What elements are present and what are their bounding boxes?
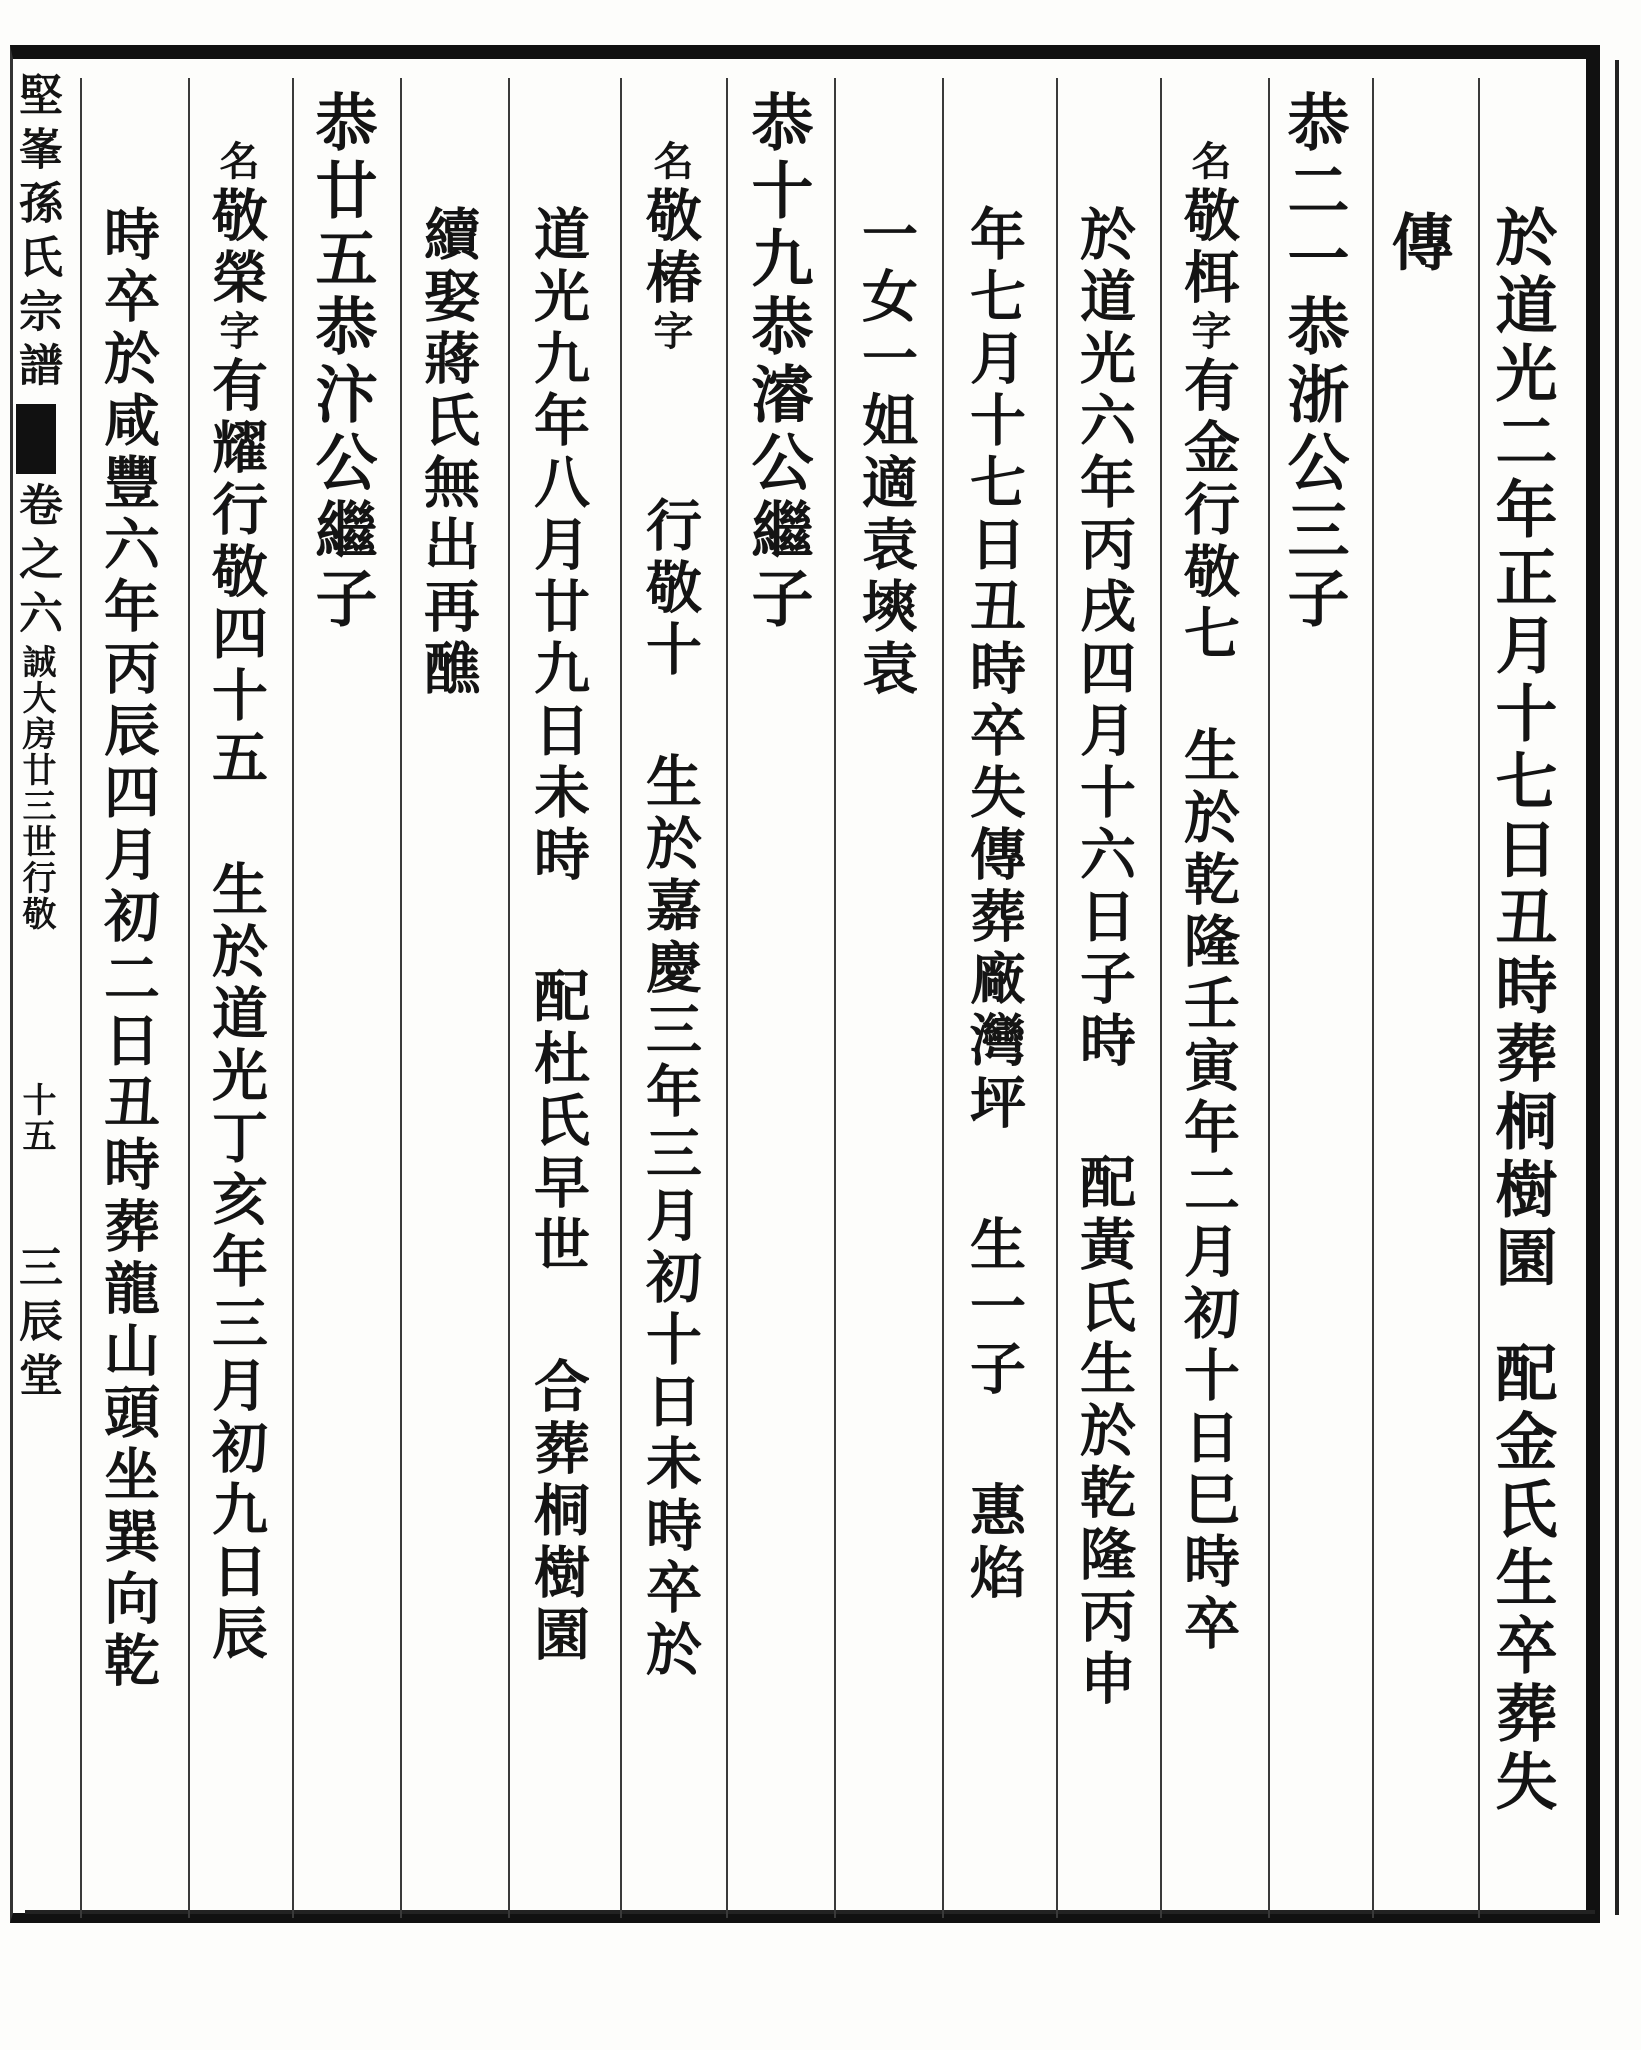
- column-rule: [508, 78, 510, 1918]
- column-rule: [1478, 78, 1480, 1918]
- entry-text: 道光九年八月廿九日未時: [525, 205, 591, 887]
- column-rule: [620, 78, 622, 1918]
- text-column-5: [1071, 205, 1137, 2045]
- text-column-1: [1485, 205, 1558, 2045]
- text-column-6: [961, 205, 1027, 2045]
- generation-heading: [741, 90, 814, 1930]
- page-number: 十五: [16, 1082, 56, 1154]
- text-column-4: [1175, 140, 1241, 1980]
- given-name: 敬栮: [1175, 186, 1241, 310]
- name-label: 名: [1185, 140, 1232, 186]
- text-column-10: [525, 205, 591, 2045]
- volume-label: 卷之六: [11, 482, 62, 644]
- heading-text: 恭十九恭濬公繼子: [741, 90, 814, 634]
- fishtail-block: [16, 404, 56, 474]
- genealogy-title: 堅峯孫氏宗譜: [11, 72, 62, 396]
- entry-text: 生於道光丁亥年三月初九日辰: [203, 860, 269, 1666]
- entry-text: 有耀行敬四十五: [203, 356, 269, 790]
- entry-text: 合葬桐樹園: [525, 1357, 591, 1667]
- margin-column: [11, 72, 62, 1912]
- text-column-11: [415, 205, 481, 2045]
- entry-text: 配黃氏生於乾隆丙申: [1071, 1153, 1137, 1711]
- heading-text: 恭二一恭浙公三子: [1277, 90, 1350, 634]
- branch-label: 誠大房廿三世行敬: [16, 644, 56, 932]
- column-rule: [400, 78, 402, 1918]
- text-column-14: [95, 205, 161, 2045]
- entry-text: 惠焰: [961, 1481, 1027, 1605]
- hall-name: 三辰堂: [11, 1244, 62, 1406]
- given-name: 敬椿: [637, 186, 703, 310]
- column-rule: [1160, 78, 1162, 1918]
- column-rule: [1268, 78, 1270, 1918]
- text-column-13: [203, 140, 269, 1980]
- column-rule: [292, 78, 294, 1918]
- entry-text: 時卒於咸豐六年丙辰四月初二日丑時葬龍山頭坐巽向乾: [95, 205, 161, 1693]
- text-column-9: [637, 140, 703, 1980]
- style-name-label: 字: [647, 310, 694, 356]
- inner-border-rule: [1615, 60, 1619, 1915]
- style-name-label: 字: [1185, 310, 1232, 356]
- given-name: 敬榮: [203, 186, 269, 310]
- entry-text: 一女一姐適袁塽袁: [853, 205, 919, 701]
- heading-text: 恭廿五恭汴公繼子: [305, 90, 378, 634]
- column-rule: [80, 78, 82, 1918]
- entry-text: 行敬十: [637, 496, 703, 682]
- column-rule: [188, 78, 190, 1918]
- entry-text: 有金行敬七: [1175, 356, 1241, 666]
- entry-text: 生於乾隆壬寅年二月初十日巳時卒: [1175, 726, 1241, 1656]
- entry-text: 生於嘉慶三年三月初十日未時卒於: [637, 752, 703, 1682]
- style-name-label: 字: [213, 310, 260, 356]
- column-rule: [942, 78, 944, 1918]
- name-label: 名: [213, 140, 260, 186]
- entry-text: 傳: [1381, 210, 1454, 278]
- generation-heading: [1277, 90, 1350, 1930]
- column-rule: [1056, 78, 1058, 1918]
- entry-text: 年七月十七日丑時卒失傳葬廠灣坪: [961, 205, 1027, 1135]
- entry-text: 配金氏生卒葬失: [1485, 1341, 1558, 1817]
- column-rule: [726, 78, 728, 1918]
- entry-text: 生一子: [961, 1215, 1027, 1401]
- generation-heading: [305, 90, 378, 1930]
- column-rule: [834, 78, 836, 1918]
- text-column-2: [1381, 210, 1454, 2050]
- entry-text: 配杜氏早世: [525, 967, 591, 1277]
- text-column-7: [853, 205, 919, 2045]
- entry-text: 於道光六年丙戌四月十六日子時: [1071, 205, 1137, 1073]
- column-rule: [1372, 78, 1374, 1918]
- entry-text: 續娶蔣氏無出再醮: [415, 205, 481, 701]
- name-label: 名: [647, 140, 694, 186]
- entry-text: 於道光二年正月十七日丑時葬桐樹園: [1485, 205, 1558, 1293]
